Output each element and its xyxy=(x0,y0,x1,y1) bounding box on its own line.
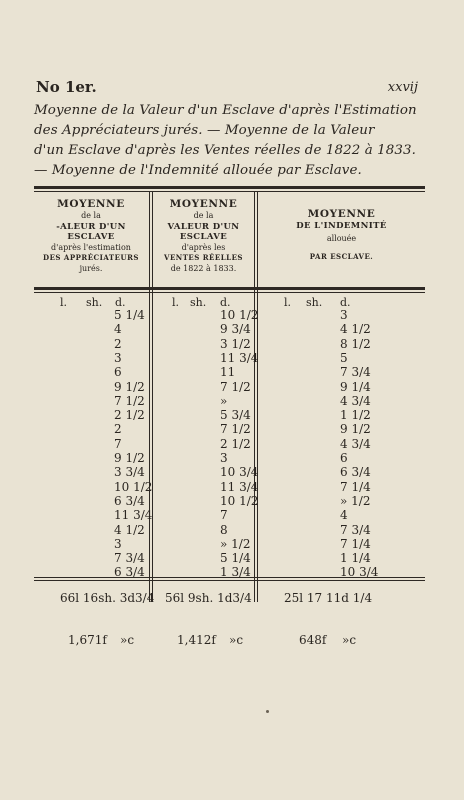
cell-pence: 10 1/2 xyxy=(114,479,153,494)
top-rule xyxy=(34,186,425,189)
cell-pence: » xyxy=(220,393,228,408)
cell-pence: 9 1/4 xyxy=(340,379,371,394)
cell-pence: 3 xyxy=(114,350,122,365)
cell-pence: 6 3/4 xyxy=(114,493,145,508)
cell-pence: 4 3/4 xyxy=(340,436,371,451)
cell-pence: 4 xyxy=(114,322,122,337)
body-bottom-rule-thin xyxy=(34,580,425,581)
cell-pence: 3 3/4 xyxy=(114,465,145,480)
cell-pence: 7 xyxy=(220,508,228,523)
cell-pence: 11 3/4 xyxy=(220,479,259,494)
cell-pence: 9 1/2 xyxy=(114,451,145,465)
cell-pence: 11 3/4 xyxy=(114,508,153,523)
title-line: Moyenne de la Valeur d'un Esclave d'après l'Estimation xyxy=(34,103,417,118)
cell-pence: 9 1/2 xyxy=(114,379,145,394)
cell-pence: 6 3/4 xyxy=(114,565,145,580)
table-number: No 1er. xyxy=(36,78,97,96)
cell-pence: 6 xyxy=(340,451,348,465)
cell-pence: 10 3/4 xyxy=(340,565,379,580)
paper-speck xyxy=(266,710,269,713)
cell-pence: 7 1/2 xyxy=(220,379,251,394)
cell-pence: 9 3/4 xyxy=(220,322,251,337)
cell-pence: 5 xyxy=(340,350,348,365)
cell-pence: 3 xyxy=(220,451,228,465)
cell-pence: » 1/2 xyxy=(220,536,251,551)
cell-pence: 7 xyxy=(114,436,122,451)
cell-pence: 8 xyxy=(220,522,228,537)
francs-col2: 1,412f xyxy=(177,633,216,647)
cell-pence: 1 1/4 xyxy=(340,551,371,566)
total-col1: 66l 16sh. 3d3/4 xyxy=(60,591,155,605)
cell-pence: 7 1/4 xyxy=(340,479,371,494)
column-divider xyxy=(254,192,255,602)
cell-pence: 6 xyxy=(114,365,122,380)
cell-pence: 9 1/2 xyxy=(340,422,371,437)
total-col3: 25l 17 11d 1/4 xyxy=(284,591,373,605)
cell-pence: 1 3/4 xyxy=(220,565,251,580)
cell-pence: 3 1/2 xyxy=(220,336,251,351)
title-line: des Appréciateurs jurés. — Moyenne de la Valeur xyxy=(34,123,375,138)
title-line: — Moyenne de l'Indemnité allouée par Esclave. xyxy=(34,163,362,178)
header-bottom-rule-thin xyxy=(34,292,425,293)
cell-pence: 10 1/2 xyxy=(220,308,259,322)
cell-pence: 2 1/2 xyxy=(114,408,145,423)
column-divider xyxy=(149,192,150,602)
cell-pence: » 1/2 xyxy=(340,493,371,508)
cell-pence: 10 3/4 xyxy=(220,465,259,480)
francs-col3: 648f xyxy=(299,633,327,647)
cell-pence: 5 1/4 xyxy=(114,308,145,322)
centimes-col1: »c xyxy=(120,633,135,647)
cell-pence: 1 1/2 xyxy=(340,408,371,423)
total-col2: 56l 9sh. 1d3/4 xyxy=(165,591,252,605)
cell-pence: 4 3/4 xyxy=(340,393,371,408)
cell-pence: 4 1/2 xyxy=(114,522,145,537)
cell-pence: 7 3/4 xyxy=(340,365,371,380)
centimes-col3: »c xyxy=(342,633,357,647)
cell-pence: 4 1/2 xyxy=(340,322,371,337)
table-title xyxy=(34,101,434,181)
cell-pence: 5 3/4 xyxy=(220,408,251,423)
header-bottom-rule xyxy=(34,287,425,290)
column-header-3: MOYENNE DE L'INDEMNITÉ allouée PAR ESCLAVE. xyxy=(296,208,387,261)
cell-pence: 7 1/2 xyxy=(220,422,251,437)
cell-pence: 7 1/4 xyxy=(340,536,371,551)
cell-pence: 2 1/2 xyxy=(220,436,251,451)
column-header-1: MOYENNE de la -ALEUR D'UN ESCLAVE d'après l'estimation DES APPRÉCIATEURS jurés. xyxy=(43,198,139,273)
francs-col1: 1,671f xyxy=(68,633,107,647)
top-rule-thin xyxy=(34,191,425,192)
cell-pence: 7 3/4 xyxy=(114,551,145,566)
cell-pence: 3 xyxy=(340,308,348,322)
cell-pence: 11 3/4 xyxy=(220,350,259,365)
cell-pence: 8 1/2 xyxy=(340,336,371,351)
cell-pence: 5 1/4 xyxy=(220,551,251,566)
cell-pence: 10 1/2 xyxy=(220,493,259,508)
title-line: d'un Esclave d'après les Ventes réelles de 1822 à 1833. xyxy=(34,143,416,158)
cell-pence: 7 1/2 xyxy=(114,393,145,408)
document-page: No 1er. xxvij Moyenne de la Valeur d'un Esclave d'après l'Estimation des Appréciateurs jurés. — Moyenne de la Valeur d'un Esclave d'après les Ventes réelles de 1822 à 1833. — Moyenne de l'Indemnité allouée par Esclave. MOYENNE de la -ALEUR D'UN ESCLAVE d'après l'estimation DES APPRÉCIATEURS jurés. MOYENNE de la VALEUR D'UN ESCLAVE d'après les VENTES RÉELLES de 1822 à 1833. MOYENNE DE L'INDEMNITÉ allouée PAR ESCLAVE. l. sh. d. l. sh. d. l. sh. d. 5 1/4 10 1/2 3 4 9 3/4 4 1/2 2 3 1/2 8 1/2 3 11 3/4 5 6 11 7 3/4 9 1/2 7 1/2 9 1/4 7 1/2 » 4 3/4 2 1/2 5 3/4 1 1/2 2 7 1/2 9 1/2 7 2 1/2 4 3/4 9 1/2 3 6 3 3/4 10 3/4 6 3/4 10 1/2 11 3/4 7 1/4 6 3/4 10 1/2 » 1/2 11 3/4 7 4 4 1/2 8 7 3/4 3 » 1/2 7 1/4 7 3/4 5 1/4 1 1/4 6 3/4 1 3/4 10 3/4 66l 16sh. 3d3/4 56l 9sh. 1d3/4 25l 17 11d 1/4 1,671f »c 1,412f »c 648f »c xyxy=(0,0,464,800)
cell-pence: 7 3/4 xyxy=(340,522,371,537)
column-header-2: MOYENNE de la VALEUR D'UN ESCLAVE d'après les VENTES RÉELLES de 1822 à 1833. xyxy=(164,198,243,273)
page-number: xxvij xyxy=(387,80,418,95)
cell-pence: 3 xyxy=(114,536,122,551)
centimes-col2: »c xyxy=(229,633,244,647)
cell-pence: 2 xyxy=(114,422,122,437)
cell-pence: 4 xyxy=(340,508,348,523)
cell-pence: 6 3/4 xyxy=(340,465,371,480)
cell-pence: 11 xyxy=(220,365,236,380)
cell-pence: 2 xyxy=(114,336,122,351)
